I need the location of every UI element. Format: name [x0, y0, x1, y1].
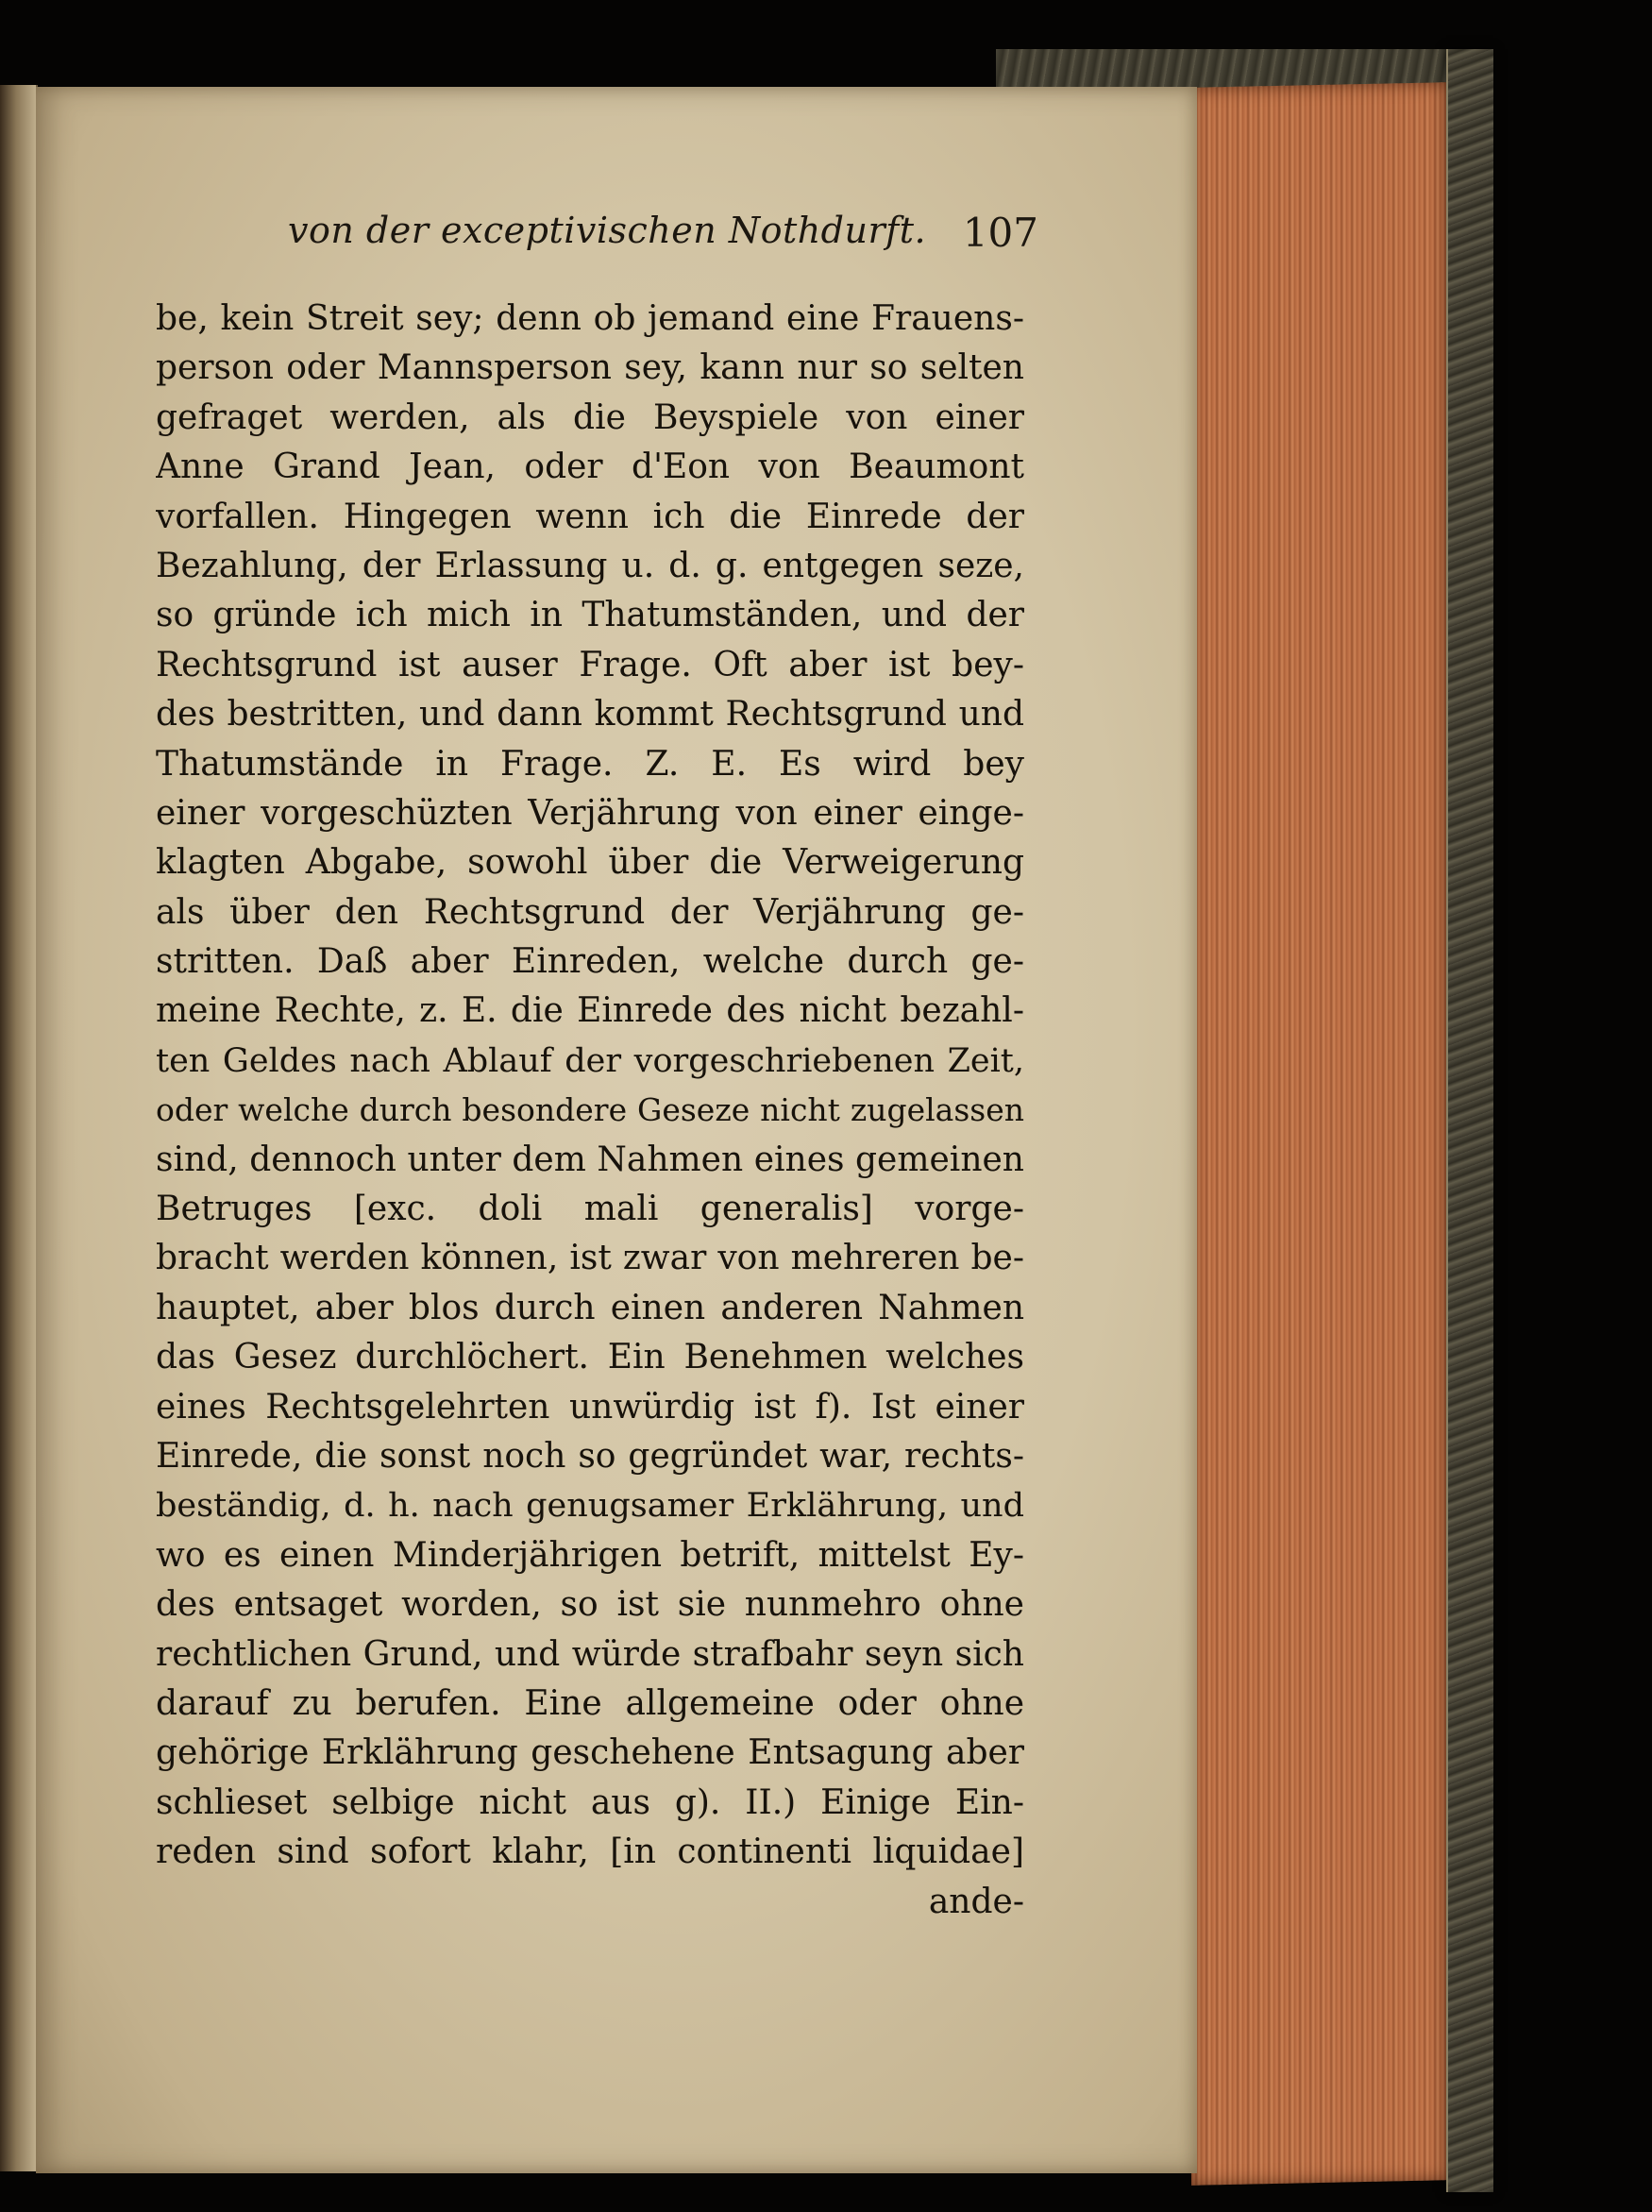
text-line: oder welche durch besondere Geseze nicht zugelassen: [156, 1091, 1024, 1129]
running-head: von der exceptivischen Nothdurft.: [288, 210, 927, 251]
body-text: [156, 295, 1024, 1927]
text-line: reden sind sofort klahr, [in continenti liquidae]: [156, 1832, 1024, 1872]
text-line: sind, dennoch unter dem Nahmen eines gemeinen: [156, 1140, 1024, 1179]
book-cover-spine: [1446, 49, 1493, 2192]
text-line: gehörige Erklährung geschehene Entsagung aber: [156, 1733, 1024, 1773]
text-line: des bestritten, und dann kommt Rechtsgrund und: [156, 695, 1024, 735]
left-page-edge: [0, 85, 38, 2171]
text-line: Anne Grand Jean, oder d'Eon von Beaumont: [156, 447, 1024, 487]
text-line: vorfallen. Hingegen wenn ich die Einrede der: [156, 497, 1024, 536]
page-number: 107: [962, 210, 1038, 256]
text-line: eines Rechtsgelehrten unwürdig ist f). Ist einer: [156, 1387, 1024, 1427]
text-line: stritten. Daß aber Einreden, welche durch ge-: [156, 942, 1024, 982]
text-line: Einrede, die sonst noch so gegründet war, rechts-: [156, 1436, 1024, 1476]
text-line: als über den Rechtsgrund der Verjährung ge-: [156, 892, 1024, 932]
text-line: Betruges [exc. doli mali generalis] vorge-: [156, 1190, 1024, 1229]
catchword: ande-: [928, 1882, 1024, 1921]
text-line: so gründe ich mich in Thatumständen, und der: [156, 596, 1024, 635]
text-line: einer vorgeschüzten Verjährung von einer einge-: [156, 793, 1024, 833]
text-line: person oder Mannsperson sey, kann nur so selten: [156, 348, 1024, 388]
page-edges-red: [1191, 82, 1446, 2186]
text-line: rechtlichen Grund, und würde strafbahr seyn sich: [156, 1634, 1024, 1674]
text-line: be, kein Streit sey; denn ob jemand eine Frauens-: [156, 299, 1024, 338]
page-header: [288, 210, 1038, 257]
text-line: Rechtsgrund ist auser Frage. Oft aber ist bey-: [156, 645, 1024, 684]
text-line: schlieset selbige nicht aus g). II.) Einige Ein-: [156, 1782, 1024, 1822]
text-line: beständig, d. h. nach genugsamer Erklährung, und: [156, 1487, 1024, 1526]
text-line: wo es einen Minderjährigen betrift, mittelst Ey-: [156, 1535, 1024, 1575]
text-line: Thatumstände in Frage. Z. E. Es wird bey: [156, 744, 1024, 784]
text-line: das Gesez durchlöchert. Ein Benehmen welches: [156, 1338, 1024, 1377]
text-line: hauptet, aber blos durch einen anderen Nahmen: [156, 1288, 1024, 1327]
text-line: Bezahlung, der Erlassung u. d. g. entgegen seze,: [156, 546, 1024, 585]
text-line: des entsaget worden, so ist sie nunmehro ohne: [156, 1585, 1024, 1625]
text-line: gefraget werden, als die Beyspiele von einer: [156, 397, 1024, 437]
text-line: meine Rechte, z. E. die Einrede des nicht bezahl-: [156, 991, 1024, 1031]
text-line: klagten Abgabe, sowohl über die Verweigerung: [156, 843, 1024, 883]
text-line: ten Geldes nach Ablauf der vorgeschriebenen Zeit,: [156, 1041, 1024, 1080]
text-line: bracht werden können, ist zwar von mehreren be-: [156, 1239, 1024, 1278]
text-line: darauf zu berufen. Eine allgemeine oder ohne: [156, 1683, 1024, 1723]
